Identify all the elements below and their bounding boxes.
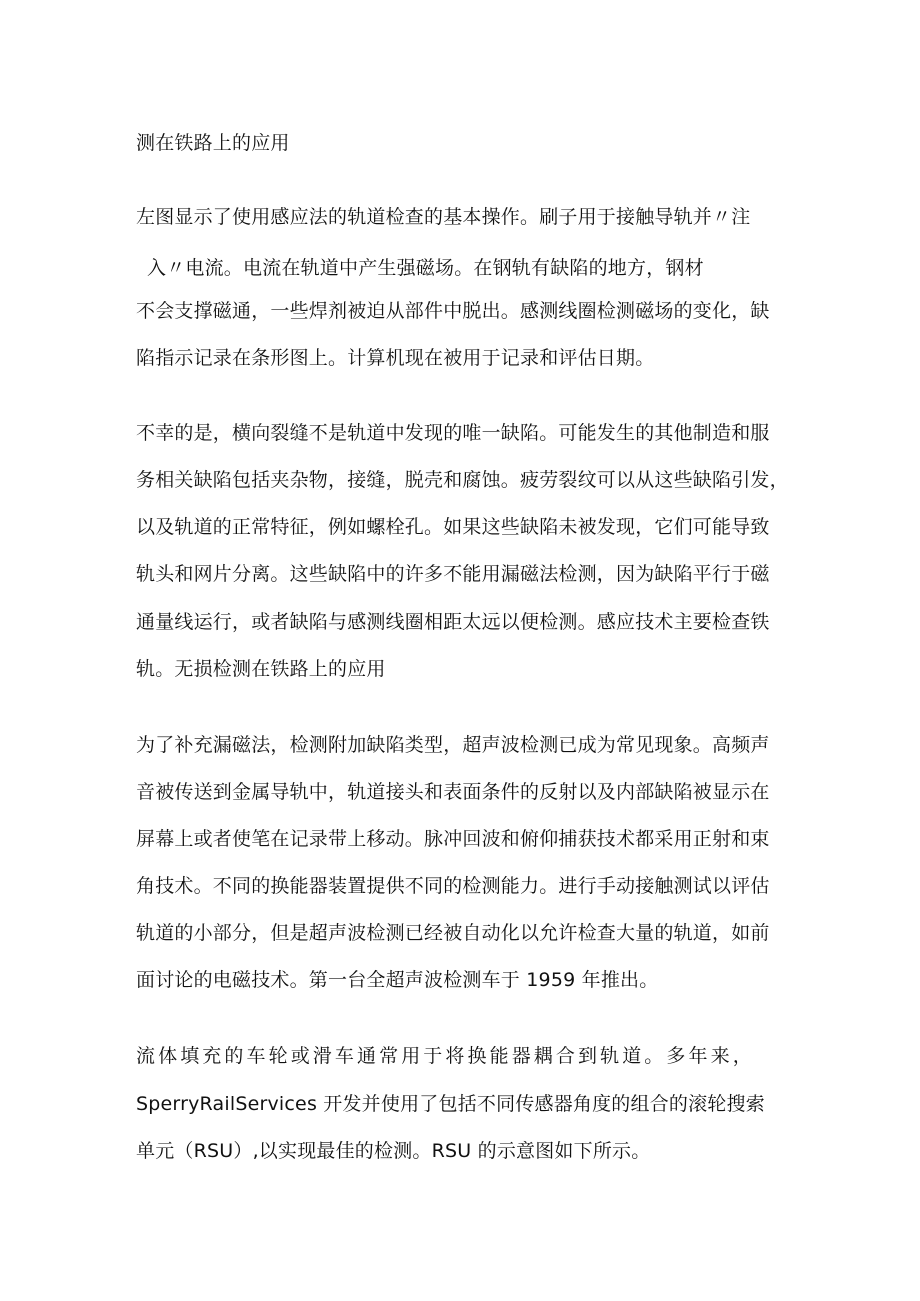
text-line: 通量线运行，或者缺陷与感测线圈相距太远以便检测。感应技术主要检查铁	[136, 611, 770, 633]
text-line: 左图显示了使用感应法的轨道检查的基本操作。刷子用于接触导轨并〃注	[136, 206, 751, 228]
text-line: SperryRailServices 开发并使用了包括不同传感器角度的组合的滚轮搜索	[136, 1093, 765, 1115]
text-line: 流体填充的车轮或滑车通常用于将换能器耦合到轨道。多年来，	[136, 1045, 755, 1067]
text-line: 为了补充漏磁法，检测附加缺陷类型，超声波检测已成为常见现象。高频声	[136, 734, 770, 756]
text-line: 不幸的是，横向裂缝不是轨道中发现的唯一缺陷。可能发生的其他制造和服	[136, 422, 770, 444]
text-line: 务相关缺陷包括夹杂物，接缝，脱壳和腐蚀。疲劳裂纹可以从这些缺陷引发，	[136, 469, 789, 491]
text-line: 不会支撑磁通，一些焊剂被迫从部件中脱出。感测线圈检测磁场的变化，缺	[136, 300, 770, 322]
text-line: 轨道的小部分，但是超声波检测已经被自动化以允许检查大量的轨道，如前	[136, 922, 770, 944]
text-line: 轨头和网片分离。这些缺陷中的许多不能用漏磁法检测，因为缺陷平行于磁	[136, 563, 770, 585]
text-line: 以及轨道的正常特征，例如螺栓孔。如果这些缺陷未被发现，它们可能导致	[136, 516, 770, 538]
text-line: 音被传送到金属导轨中，轨道接头和表面条件的反射以及内部缺陷被显示在	[136, 781, 770, 803]
text-line: 入〃电流。电流在轨道中产生强磁场。在钢轨有缺陷的地方，钢材	[147, 257, 704, 279]
text-line: 轨。无损检测在铁路上的应用	[136, 658, 386, 680]
text-line: 屏幕上或者使笔在记录带上移动。脉冲回波和俯仰捕获技术都采用正射和束	[136, 828, 770, 850]
section-title: 测在铁路上的应用	[136, 132, 290, 154]
text-line: 陷指示记录在条形图上。计算机现在被用于记录和评估日期。	[136, 347, 655, 369]
text-line: 面讨论的电磁技术。第一台全超声波检测车于 1959 年推出。	[136, 969, 659, 991]
text-line: 单元（RSU）,以实现最佳的检测。RSU 的示意图如下所示。	[136, 1140, 651, 1162]
text-line: 角技术。不同的换能器装置提供不同的检测能力。进行手动接触测试以评估	[136, 875, 770, 897]
